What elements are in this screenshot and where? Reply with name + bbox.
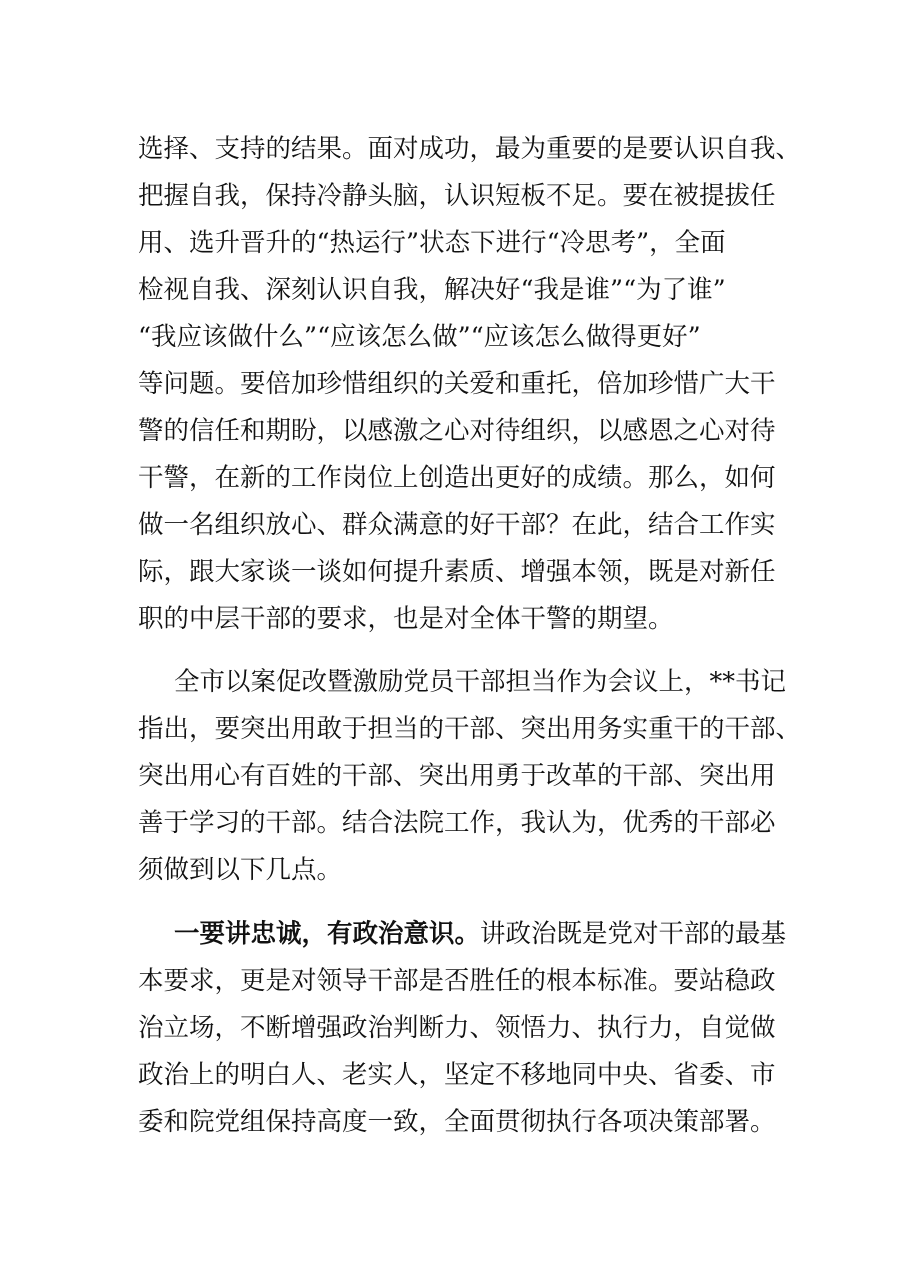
text-line: “我应该做什么”“应该怎么做”“应该怎么做得更好” — [138, 322, 701, 352]
text-line: 指出，要突出用敢于担当的干部、突出用务实重干的干部、 — [138, 714, 802, 744]
text-line: 警的信任和期盼，以感激之心对待组织，以感恩之心对待 — [138, 416, 776, 446]
text-line: 用、选升晋升的“热运行”状态下进行“冷思考”，全面 — [138, 228, 726, 258]
text-line: 做一名组织放心、群众满意的好干部？在此，结合工作实 — [138, 510, 776, 540]
text-line: 际，跟大家谈一谈如何提升素质、增强本领，既是对新任 — [138, 557, 776, 587]
text-line: 职的中层干部的要求，也是对全体干警的期望。 — [138, 604, 674, 634]
text-line: 检视自我、深刻认识自我，解决好“我是谁”“为了谁” — [138, 275, 726, 305]
paragraph-1 — [138, 126, 802, 643]
text-line: 把握自我，保持冷静头脑，认识短板不足。要在被提拔任 — [138, 181, 776, 211]
text-line: 委和院党组保持高度一致，全面贯彻执行各项决策部署。 — [138, 1107, 776, 1137]
text-line: 突出用心有百姓的干部、突出用勇于改革的干部、突出用 — [138, 761, 776, 791]
text-line: 全市以案促改暨激励党员干部担当作为会议上，**书记 — [174, 667, 787, 697]
text-line: 治立场，不断增强政治判断力、领悟力、执行力，自觉做 — [138, 1013, 776, 1043]
text-line: 干警，在新的工作岗位上创造出更好的成绩。那么，如何 — [138, 463, 776, 493]
text-line: 选择、支持的结果。面对成功，最为重要的是要认识自我、 — [138, 134, 802, 164]
text-line: 须做到以下几点。 — [138, 855, 343, 885]
text-line: 本要求，更是对领导干部是否胜任的根本标准。要站稳政 — [138, 966, 776, 996]
text-line — [138, 911, 787, 958]
paragraph-3 — [138, 911, 787, 1146]
text-line: 善于学习的干部。结合法院工作，我认为，优秀的干部必 — [138, 808, 776, 838]
text-run: 讲政治既是党对干部的最基 — [480, 919, 787, 949]
section-heading: 一要讲忠诚，有政治意识。 — [174, 919, 481, 949]
paragraph-2 — [138, 659, 802, 894]
text-line: 政治上的明白人、老实人，坚定不移地同中央、省委、市 — [138, 1060, 776, 1090]
text-line: 等问题。要倍加珍惜组织的关爱和重托，倍加珍惜广大干 — [138, 369, 776, 399]
